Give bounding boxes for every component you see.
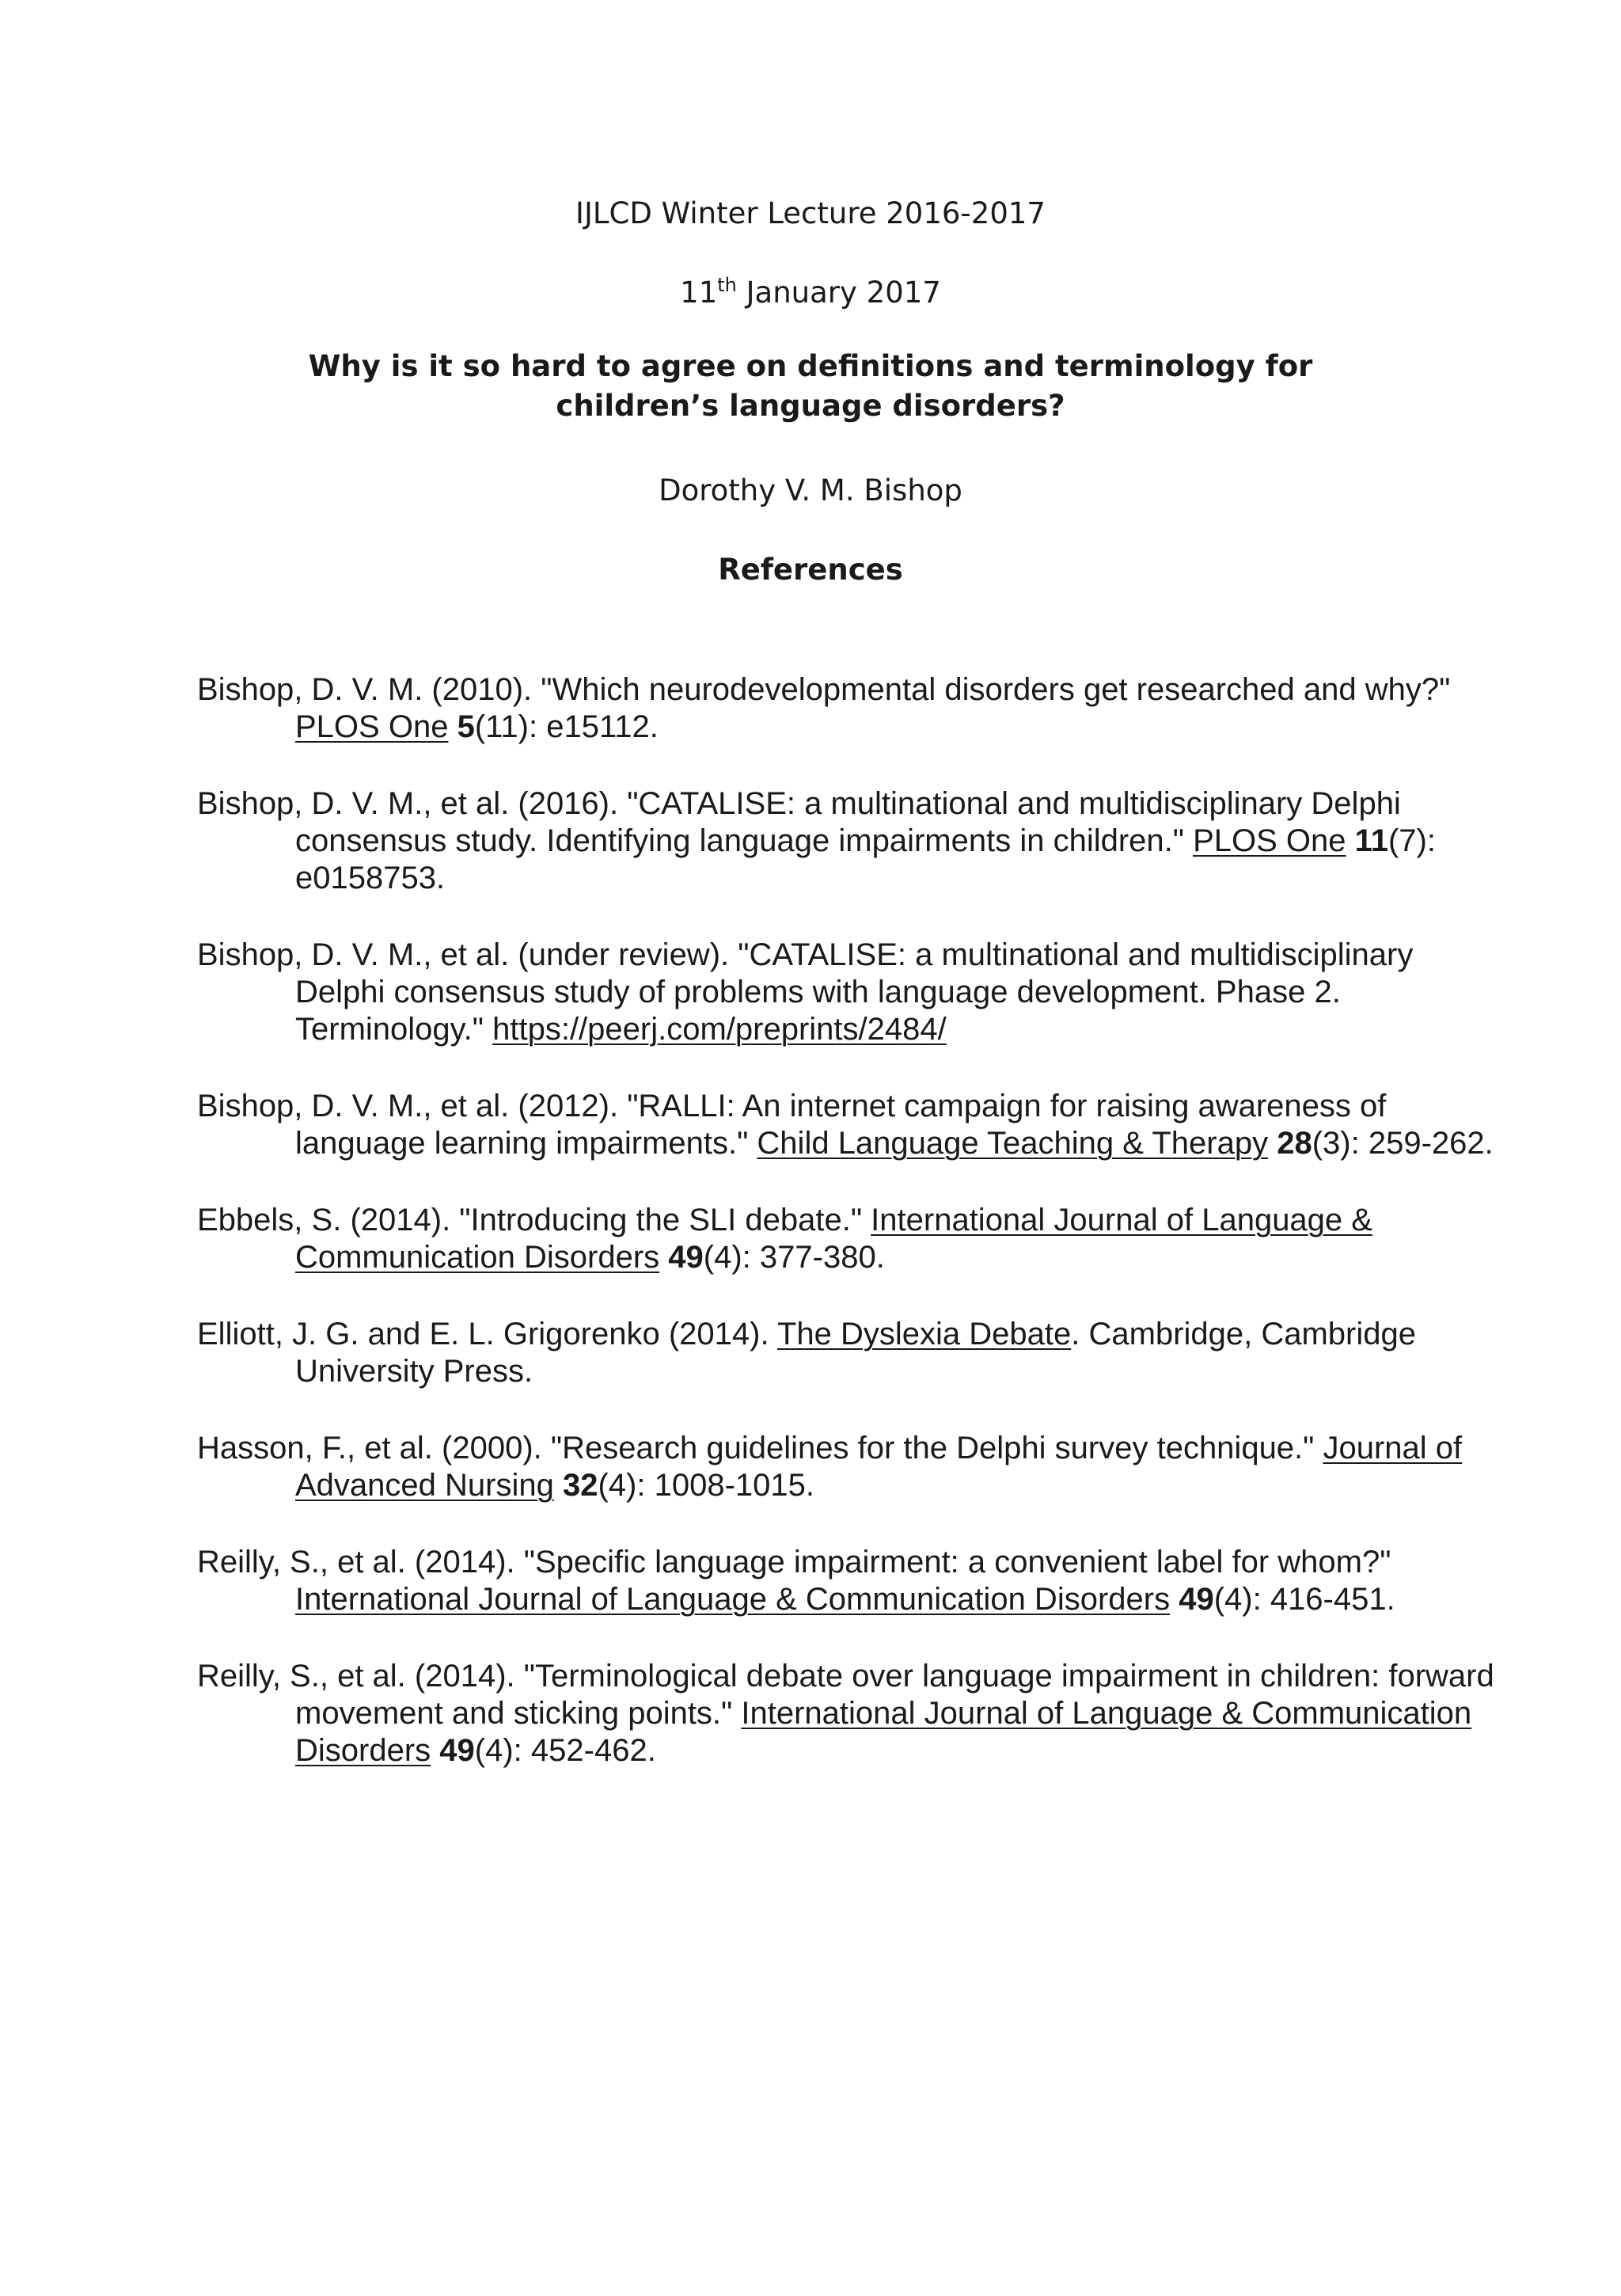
reference-pages: (4): 416-451. bbox=[1213, 1582, 1395, 1617]
reference-pages: (4): 452-462. bbox=[474, 1733, 656, 1768]
reference-pages: (11): e15112. bbox=[474, 709, 659, 744]
author-name: Dorothy V. M. Bishop bbox=[659, 473, 962, 507]
references-list bbox=[197, 671, 1511, 1809]
date-month-year: January 2017 bbox=[736, 276, 941, 310]
references-heading: References bbox=[718, 553, 903, 587]
reference-authors-title: Reilly, S., et al. (2014). "Specific language impairment: a convenient label for whom?" bbox=[197, 1545, 1391, 1579]
lecture-title: IJLCD Winter Lecture 2016-2017 bbox=[575, 196, 1046, 230]
reference-item bbox=[197, 1430, 1511, 1504]
date-day: 11 bbox=[680, 276, 718, 310]
reference-journal: International Journal of Language & Communication Disorders bbox=[295, 1203, 1372, 1275]
reference-link[interactable]: https://peerj.com/preprints/2484/ bbox=[492, 1012, 947, 1047]
reference-item bbox=[197, 1316, 1511, 1390]
reference-journal: PLOS One bbox=[295, 709, 449, 744]
reference-item bbox=[197, 937, 1511, 1048]
reference-volume: 28 bbox=[1277, 1126, 1312, 1161]
reference-authors: Elliott, J. G. and E. L. Grigorenko (2014). bbox=[197, 1317, 777, 1351]
reference-journal: Journal of Advanced Nursing bbox=[295, 1431, 1463, 1503]
reference-authors-title: Ebbels, S. (2014). "Introducing the SLI debate." bbox=[197, 1203, 871, 1237]
reference-item bbox=[197, 1658, 1511, 1770]
reference-pages: (7): e0158753. bbox=[295, 823, 1436, 895]
lecture-topic: Why is it so hard to agree on definitions and terminology for children’s language disorders? bbox=[308, 349, 1313, 423]
reference-volume: 49 bbox=[1179, 1582, 1214, 1617]
reference-item bbox=[197, 1544, 1511, 1618]
reference-volume: 11 bbox=[1354, 823, 1388, 858]
reference-authors-title: Bishop, D. V. M., et al. (2016). "CATALISE: a multinational and multidisciplinary Delphi consensus study. Identifying language impairments in children." bbox=[197, 786, 1401, 858]
reference-authors-title: Bishop, D. V. M., et al. (2012). "RALLI: An internet campaign for raising awareness of language learning impairments." bbox=[197, 1089, 1387, 1161]
reference-authors-title: Reilly, S., et al. (2014). "Terminological debate over language impairment in children: forward movement and sticking points." bbox=[197, 1659, 1494, 1731]
reference-volume: 32 bbox=[562, 1468, 598, 1503]
reference-journal: International Journal of Language & Communication Disorders bbox=[295, 1582, 1171, 1617]
reference-publisher: . Cambridge, Cambridge University Press. bbox=[295, 1317, 1416, 1389]
reference-item bbox=[197, 785, 1511, 897]
document-header bbox=[0, 190, 1621, 594]
reference-authors-title: Hasson, F., et al. (2000). "Research guidelines for the Delphi survey technique." bbox=[197, 1431, 1323, 1465]
reference-authors-title: Bishop, D. V. M., et al. (under review). "CATALISE: a multinational and multidisciplinary Delphi consensus study of problems with language development. Phase 2. Terminology." bbox=[197, 937, 1414, 1047]
reference-pages: (3): 259-262. bbox=[1312, 1126, 1494, 1161]
lecture-date bbox=[0, 269, 1621, 317]
reference-item bbox=[197, 671, 1511, 746]
reference-volume: 49 bbox=[439, 1733, 475, 1768]
reference-journal: Child Language Teaching & Therapy bbox=[757, 1126, 1269, 1161]
reference-item bbox=[197, 1202, 1511, 1276]
reference-item bbox=[197, 1088, 1511, 1162]
reference-pages: (4): 377-380. bbox=[703, 1240, 885, 1275]
date-suffix: th bbox=[717, 274, 737, 296]
reference-pages: (4): 1008-1015. bbox=[598, 1468, 814, 1503]
reference-authors-title: Bishop, D. V. M. (2010). "Which neurodevelopmental disorders get researched and why?" bbox=[197, 672, 1451, 707]
reference-journal: PLOS One bbox=[1193, 823, 1346, 858]
reference-book-title: The Dyslexia Debate bbox=[776, 1317, 1072, 1351]
reference-volume: 49 bbox=[668, 1240, 704, 1275]
reference-volume: 5 bbox=[457, 709, 475, 744]
reference-journal: International Journal of Language & Communication Disorders bbox=[295, 1696, 1472, 1768]
